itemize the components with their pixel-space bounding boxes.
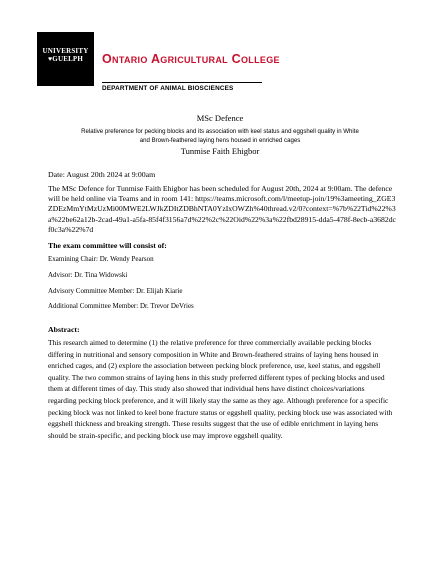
college-name: Ontario Agricultural College — [102, 52, 280, 66]
abstract-body: This research aimed to determine (1) the relative preference for three commercially available pecking blocks differing in nutritional and sensory composition in White and Brown-feathered strains of laying hens housed in enriched cages, and (2) explore the association between pecking block preference, use, keel status, and eggshell quality. The two common strains of laying hens in this study preferred different types of pecking blocks and used them at different times of day. This study also showed that individual hens have distinct choices/variations regarding pecking block preference, and it will likely stay the same as they age. Although preference for a specific pecking block was not linked to keel bone fracture status or eggshell quality, pecking block use was associated with eggshell thickness and breaking strength. These results suggest that the use of edible enrichment in laying hens should be strain-specific, and pecking block use may improve eggshell quality. — [48, 338, 393, 440]
event-title: MSc Defence — [196, 113, 244, 123]
abstract-heading: Abstract: — [48, 325, 80, 334]
thesis-title: Relative preference for pecking blocks and its association with keel status and eggshell quality in White and Brown-feathered laying hens housed in enriched cages — [81, 128, 359, 144]
committee-member-chair: Examining Chair: Dr. Wendy Pearson — [48, 255, 154, 263]
defence-date: Date: August 20th 2024 at 9:00am — [48, 170, 156, 179]
committee-member-advisor: Advisor: Dr. Tina Widowski — [48, 271, 128, 279]
committee-member-additional: Additional Committee Member: Dr. Trevor DeVries — [48, 302, 194, 310]
department-name: DEPARTMENT OF ANIMAL BIOSCIENCES — [102, 85, 234, 92]
committee-heading: The exam committee will consist of: — [48, 241, 167, 250]
header-divider — [102, 82, 262, 83]
university-logo — [37, 32, 94, 86]
defence-notice: The MSc Defence for Tunmise Faith Ehigbor has been scheduled for August 20th, 2024 at 9:00am. The defence will be held online via Teams and in room 141: https://teams.microsoft.com/l/meetup-join/19%3ameeting_ZGE3ZDEzMmYtMzUzMi00MWE2LWJkZDItZDBhNTA0YzIxOWZh%40thread.v2/0?context=%7b%22Tid%22%3a%22be62a12b-2cad-49a1-a5fa-85f4f3156a7d%22%2c%22Oid%22%3a%22fbd28915-dda5-478f-8ecb-a3682dcf0c3a%22%7d — [48, 184, 396, 234]
committee-member-advisory: Advisory Committee Member: Dr. Elijah Kiarie — [48, 287, 183, 295]
logo-wordmark: UNIVERSITY ♥GUELPH — [42, 47, 89, 63]
student-name: Tunmise Faith Ehigbor — [180, 146, 260, 156]
